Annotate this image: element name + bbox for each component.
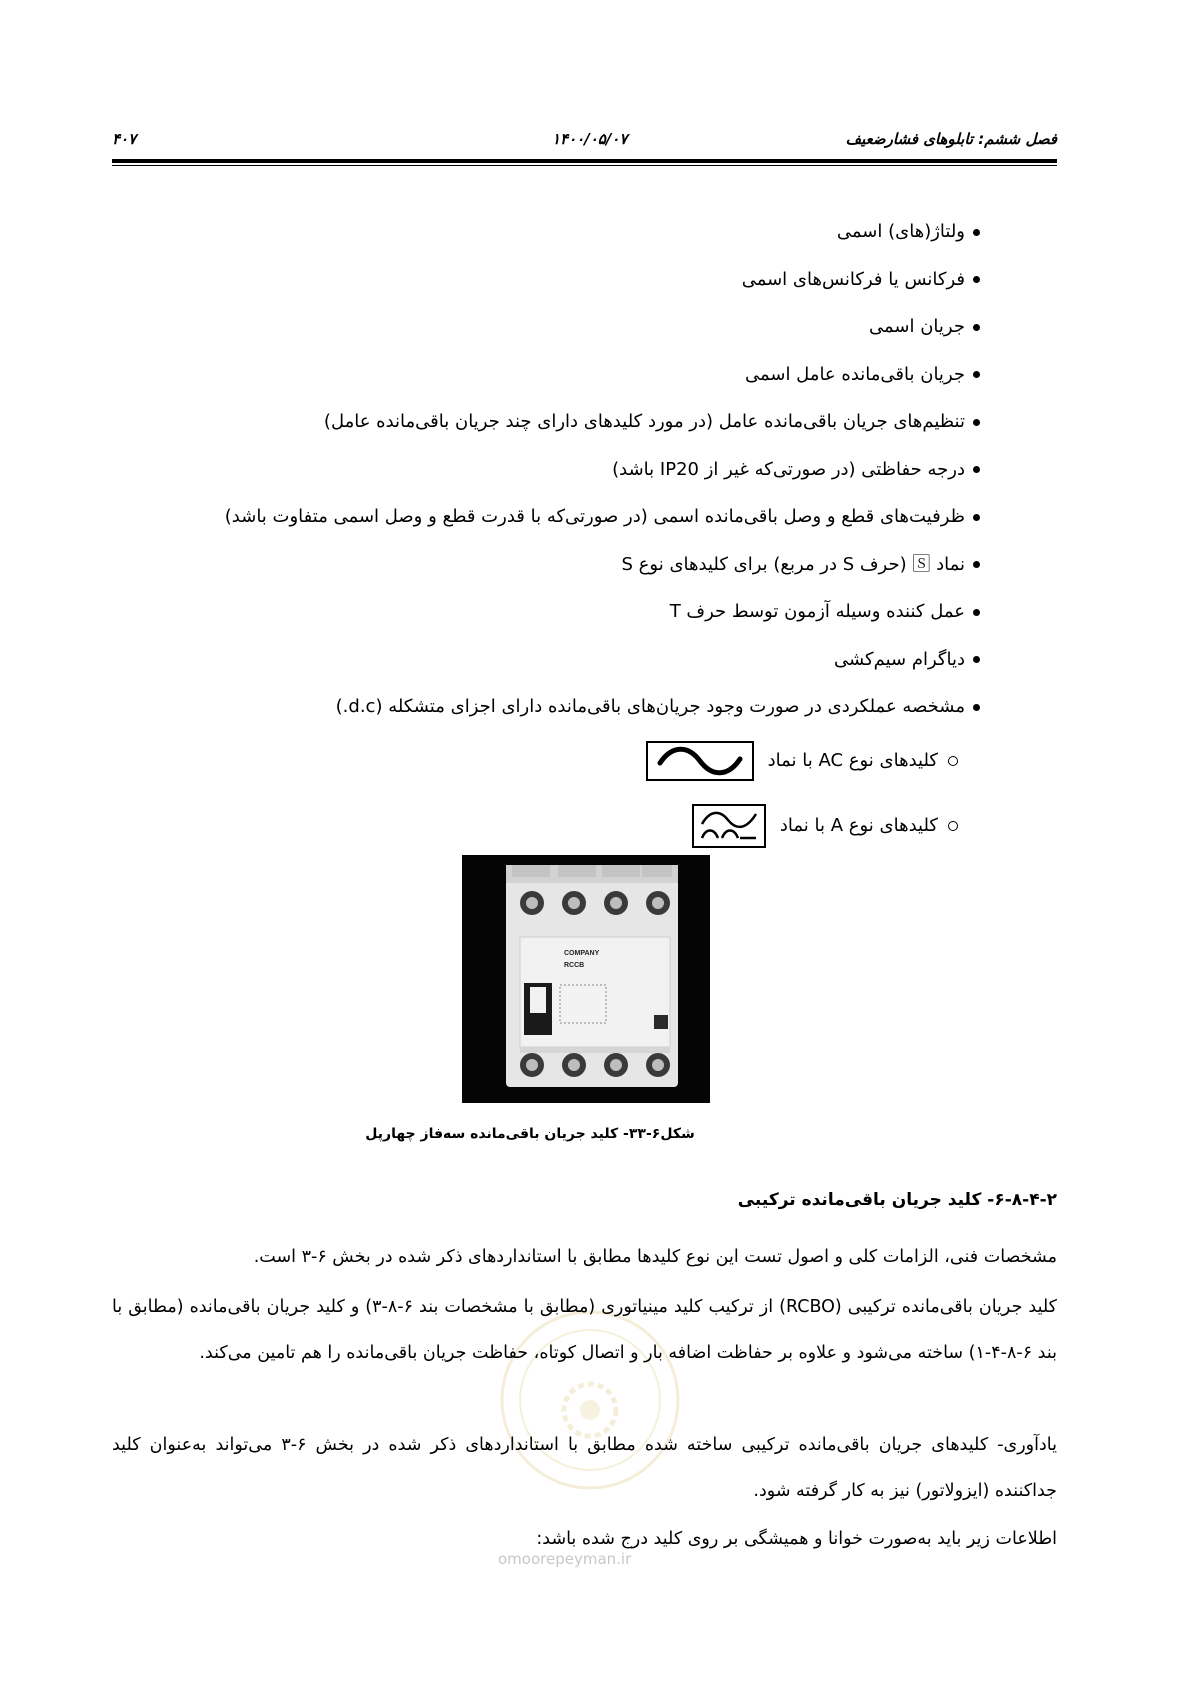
bullet-icon: [973, 419, 980, 426]
svg-text:COMPANY: COMPANY: [564, 950, 600, 957]
page-number: ۴۰۷: [112, 130, 137, 148]
list-item: جریان اسمی: [160, 313, 980, 361]
a-type-symbol-icon: [692, 804, 766, 848]
list-item: عمل کننده وسیله آزمون توسط حرف T: [160, 598, 980, 646]
paragraph: اطلاعات زیر باید به‌صورت خوانا و همیشگی بر روی کلید درج شده باشد:: [536, 1529, 1057, 1549]
bullet-icon: [973, 276, 980, 283]
section-heading: ۶-۸-۴-۲- کلید جریان باقی‌مانده ترکیبی: [737, 1190, 1057, 1210]
paragraph-note: یادآوری- کلیدهای جریان باقی‌مانده ترکیبی ساخته شده مطابق با استانداردهای ذکر شده در بخش ۶-۳ می‌تواند به‌عنوان کلید جداکننده (ایزولاتور) نیز به کار گرفته شود.: [112, 1435, 1057, 1501]
header-rule-thin: [112, 165, 1057, 166]
list-item: ظرفیت‌های قطع و وصل باقی‌مانده اسمی (در صورتی‌که با قدرت قطع و وصل اسمی متفاوت باشد): [160, 503, 980, 551]
list-item: نماد 🅂 (حرف S در مربع) برای کلیدهای نوع S: [160, 551, 980, 599]
list-item: درجه حفاظتی (در صورتی‌که غیر از IP20 باشد): [160, 456, 980, 504]
rccb-photo: [462, 855, 710, 1103]
paragraph: کلید جریان باقی‌مانده ترکیبی (RCBO) از ترکیب کلید مینیاتوری (مطابق با مشخصات بند ۶-۸-۳) و کلید جریان باقی‌مانده (مطابق با بند ۶-۸-۴-۱) ساخته می‌شود و علاوه بر حفاظت اضافه بار و اتصال کوتاه، حفاظت جریان باقی‌مانده را هم تامین می‌کند.: [112, 1297, 1058, 1363]
bullet-icon: [973, 514, 980, 521]
list-item: فرکانس یا فرکانس‌های اسمی: [160, 266, 980, 314]
bullet-list: [160, 218, 980, 864]
hollow-bullet-icon: [948, 821, 958, 831]
list-item: دیاگرام سیم‌کشی: [160, 646, 980, 694]
sub-item-a: کلیدهای نوع A با نماد: [160, 804, 980, 864]
bullet-icon: [973, 229, 980, 236]
chapter-title: فصل ششم: تابلوهای فشارضعیف: [845, 130, 1057, 148]
hollow-bullet-icon: [948, 756, 958, 766]
list-item: مشخصه عملکردی در صورت وجود جریان‌های باقی‌مانده دارای اجزای متشکله (d.c.): [160, 693, 980, 741]
bullet-icon: [973, 466, 980, 473]
bullet-icon: [973, 371, 980, 378]
bullet-icon: [973, 704, 980, 711]
svg-text:RCCB: RCCB: [564, 962, 585, 969]
bullet-icon: [973, 609, 980, 616]
header-date: ۱۴۰۰/۰۵/۰۷: [552, 130, 628, 148]
watermark-text: omoorepeyman.ir: [498, 1550, 632, 1568]
header-rule-thick: [112, 159, 1057, 163]
sub-item-ac: کلیدهای نوع AC با نماد: [160, 741, 980, 804]
list-item: جریان باقی‌مانده عامل اسمی: [160, 361, 980, 409]
paragraph: مشخصات فنی، الزامات کلی و اصول تست این نوع کلیدها مطابق با استانداردهای ذکر شده در بخش ۶-۳ است.: [253, 1247, 1057, 1267]
list-item: ولتاژ(های) اسمی: [160, 218, 980, 266]
page-header: [112, 120, 1057, 150]
bullet-icon: [973, 324, 980, 331]
figure-caption: شکل۶-۳۳- کلید جریان باقی‌مانده سه‌فاز چهارپل: [365, 1126, 695, 1142]
ac-symbol-icon: [646, 741, 754, 781]
bullet-icon: [973, 561, 980, 568]
list-item: تنظیم‌های جریان باقی‌مانده عامل (در مورد کلیدهای دارای چند جریان باقی‌مانده عامل): [160, 408, 980, 456]
bullet-icon: [973, 656, 980, 663]
